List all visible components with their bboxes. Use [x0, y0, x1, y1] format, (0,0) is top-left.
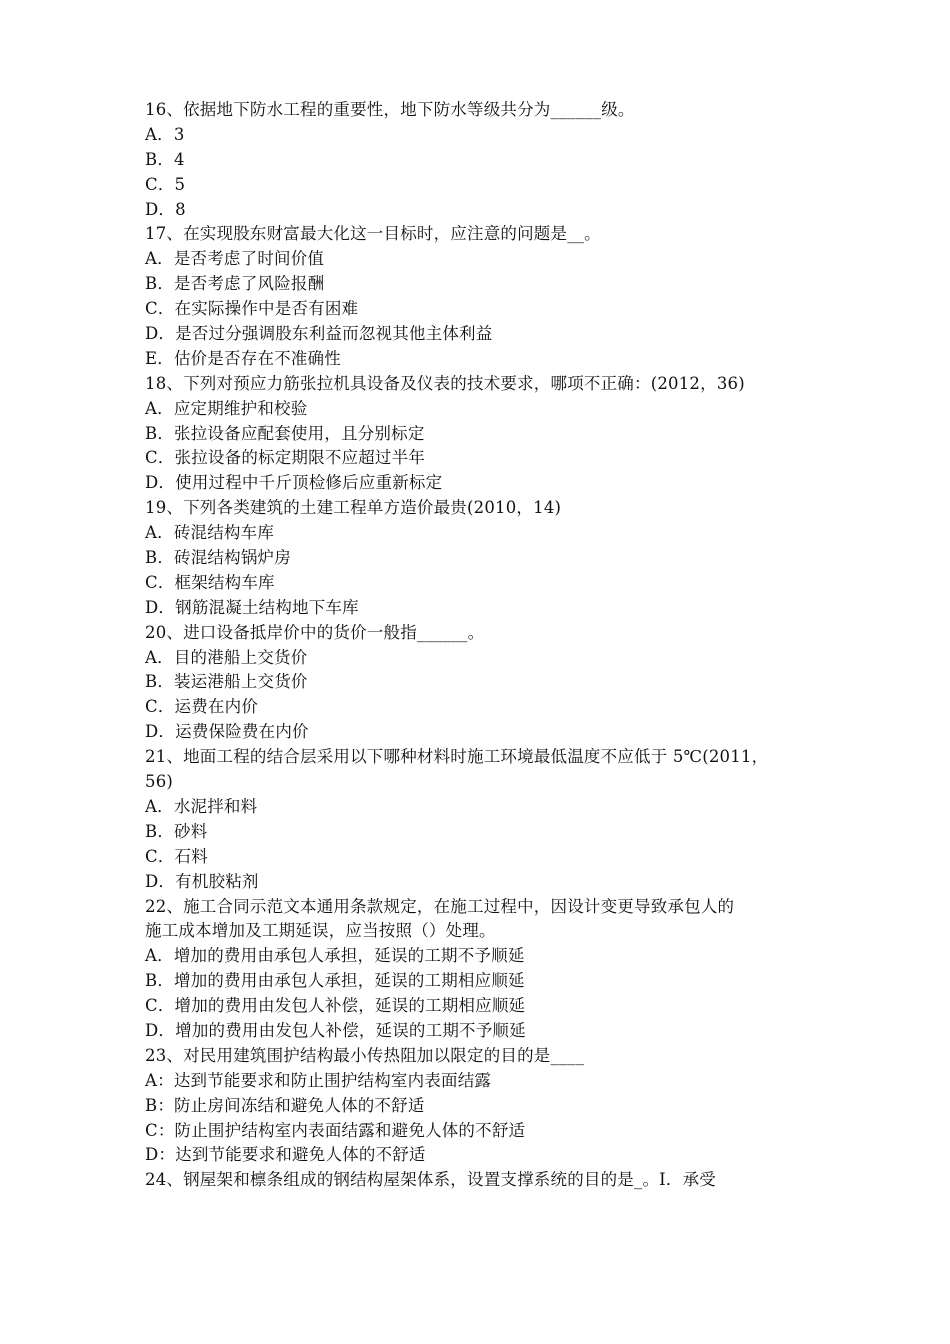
question-22-line-2: 施工成本增加及工期延误，应当按照（）处理。 — [145, 921, 496, 941]
option-20-b: B．装运港船上交货价 — [145, 672, 308, 692]
option-16-d: D．8 — [145, 199, 186, 219]
question-19: 19、下列各类建筑的土建工程单方造价最贵(2010，14) — [145, 498, 562, 518]
option-20-d: D．运费保险费在内价 — [145, 722, 309, 742]
option-16-a: A．3 — [145, 124, 185, 144]
question-21-line-1: 21、地面工程的结合层采用以下哪种材料时施工环境最低温度不应低于 5℃(2011， — [145, 747, 769, 767]
option-17-b: B．是否考虑了风险报酬 — [145, 274, 325, 294]
option-17-c: C．在实际操作中是否有困难 — [145, 299, 359, 319]
option-19-a: A．砖混结构车库 — [145, 523, 275, 543]
question-17: 17、在实现股东财富最大化这一目标时，应注意的问题是__。 — [145, 224, 601, 244]
option-17-e: E．估价是否存在不准确性 — [145, 348, 341, 368]
option-21-b: B．砂料 — [145, 821, 208, 841]
option-23-d: D：达到节能要求和避免人体的不舒适 — [145, 1145, 426, 1165]
option-18-b: B．张拉设备应配套使用，且分别标定 — [145, 423, 425, 443]
question-23: 23、对民用建筑围护结构最小传热阻加以限定的目的是____ — [145, 1045, 585, 1065]
option-22-c: C．增加的费用由发包人补偿，延误的工期相应顺延 — [145, 996, 526, 1016]
option-16-c: C．5 — [145, 174, 186, 194]
option-19-c: C．框架结构车库 — [145, 572, 275, 592]
question-21-line-2: 56) — [145, 772, 174, 792]
option-21-c: C．石料 — [145, 846, 208, 866]
option-20-a: A．目的港船上交货价 — [145, 647, 308, 667]
option-17-d: D．是否过分强调股东利益而忽视其他主体利益 — [145, 324, 493, 344]
option-16-b: B．4 — [145, 149, 185, 169]
option-19-b: B．砖混结构锅炉房 — [145, 548, 291, 568]
option-21-a: A．水泥拌和料 — [145, 796, 258, 816]
option-22-d: D．增加的费用由发包人补偿，延误的工期不予顺延 — [145, 1020, 526, 1040]
question-22-line-1: 22、施工合同示范文本通用条款规定，在施工过程中，因设计变更导致承包人的 — [145, 896, 735, 916]
question-24: 24、钢屋架和檩条组成的钢结构屋架体系，设置支撑系统的目的是_。Ⅰ．承受 — [145, 1170, 716, 1190]
option-23-b: B：防止房间冻结和避免人体的不舒适 — [145, 1095, 425, 1115]
option-19-d: D．钢筋混凝土结构地下车库 — [145, 597, 359, 617]
option-18-c: C．张拉设备的标定期限不应超过半年 — [145, 448, 426, 468]
question-20: 20、进口设备抵岸价中的货价一般指______。 — [145, 622, 485, 642]
option-20-c: C．运费在内价 — [145, 697, 259, 717]
option-21-d: D．有机胶粘剂 — [145, 871, 259, 891]
option-23-c: C：防止围护结构室内表面结露和避免人体的不舒适 — [145, 1120, 526, 1140]
option-22-a: A．增加的费用由承包人承担，延误的工期不予顺延 — [145, 946, 525, 966]
option-22-b: B．增加的费用由承包人承担，延误的工期相应顺延 — [145, 971, 525, 991]
option-18-a: A．应定期维护和校验 — [145, 398, 308, 418]
document-page — [145, 98, 825, 1193]
question-18: 18、下列对预应力筋张拉机具设备及仪表的技术要求，哪项不正确：(2012，36) — [145, 373, 745, 393]
option-18-d: D．使用过程中千斤顶检修后应重新标定 — [145, 473, 443, 493]
option-23-a: A：达到节能要求和防止围护结构室内表面结露 — [145, 1070, 492, 1090]
option-17-a: A．是否考虑了时间价值 — [145, 249, 325, 269]
question-16: 16、依据地下防水工程的重要性，地下防水等级共分为______级。 — [145, 100, 635, 119]
